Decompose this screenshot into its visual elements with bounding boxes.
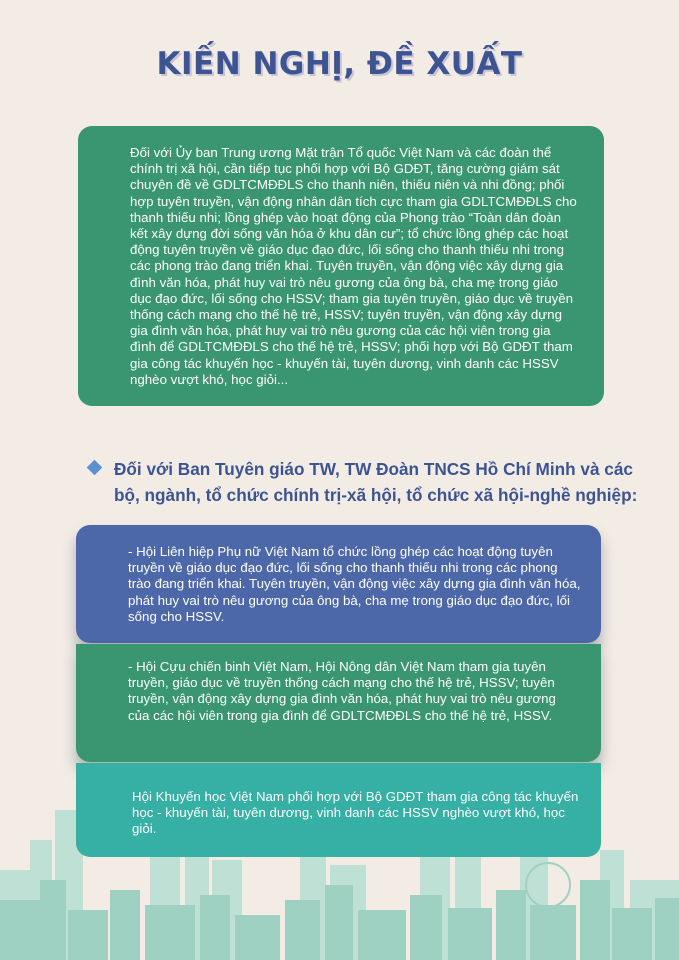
page-title: KIẾN NGHỊ, ĐỀ XUẤT (156, 46, 523, 82)
recommendation-box-fatherland-front (78, 126, 604, 406)
recommendation-text: - Hội Cựu chiến binh Việt Nam, Hội Nông dân Việt Nam tham gia tuyên truyền, giáo dục về truyền thống cách mạng cho thế hệ trẻ, HSSV; tuyên truyền, vận động xây dựng gia đình văn hóa, phát huy vai trò nêu gương của các hội viên trong gia đình để GDLTCMĐĐLS cho thế hệ trẻ, HSSV. (128, 659, 556, 723)
recommendation-text: Đối với Ủy ban Trung ương Mặt trận Tổ quốc Việt Nam và các đoàn thể chính trị xã hội, cần tiếp tục phối hợp với Bộ GDĐT, tăng cường giám sát chuyên đề về GDLTCMĐĐLS cho thanh niên, thiếu niên và nhi đồng; phối hợp tuyên truyền, vận động nhân dân tích cực tham gia GDLTCMĐĐLS cho thanh thiếu nhi; lồng ghép vào hoạt động của Phong trào “Toàn dân đoàn kết xây dựng đời sống văn hóa ở khu dân cư”; tổ chức lồng ghép các hoạt động tuyên truyền về giáo dục đạo đức, lối sống cho thanh thiếu nhi trong các phong trào đang triển khai. Tuyên truyền, vận động việc xây dựng gia đình văn hóa, phát huy vai trò nêu gương của ông bà, cha mẹ trong giáo dục đạo đức, lối sống cho HSSV; tham gia tuyên truyền, giáo dục về truyền thống cách mạng cho thế hệ trẻ, HSSV; tuyên truyền, vận động xây dựng gia đình văn hóa, phát huy vai trò nêu gương của các hội viên trong gia đình để GDLTCMĐĐLS cho thế hệ trẻ, HSSV; phối hợp với Bộ GDĐT tham gia công tác khuyến học - khuyến tài, tuyên dương, vinh danh các HSSV nghèo vượt khó, học giỏi... (130, 145, 577, 387)
recommendation-box-women-union (76, 525, 601, 643)
recommendation-text: - Hội Liên hiệp Phụ nữ Việt Nam tổ chức lồng ghép các hoạt động tuyên truyền về giáo dục đạo đức, lối sống cho thanh thiếu nhi trong các phong trào đang triển khai. Tuyên truyền, vận động việc xây dựng gia đình văn hóa, phát huy vai trò nêu gương của ông bà, cha mẹ trong giáo dục đạo đức, lối sống cho HSSV. (128, 544, 581, 624)
recommendation-box-study-promotion (76, 763, 601, 857)
section-heading (88, 456, 648, 508)
section-heading-text: Đối với Ban Tuyên giáo TW, TW Đoàn TNCS Hồ Chí Minh và các bộ, ngành, tổ chức chính trị-xã hội, tổ chức xã hội-nghề nghiệp: (114, 459, 638, 505)
recommendation-box-veterans-farmers (76, 644, 601, 762)
recommendation-text: Hội Khuyến học Việt Nam phối hợp với Bộ GDĐT tham gia công tác khuyến học - khuyến tài, tuyên dương, vinh danh các HSSV nghèo vượt khó, học giỏi. (132, 789, 579, 837)
